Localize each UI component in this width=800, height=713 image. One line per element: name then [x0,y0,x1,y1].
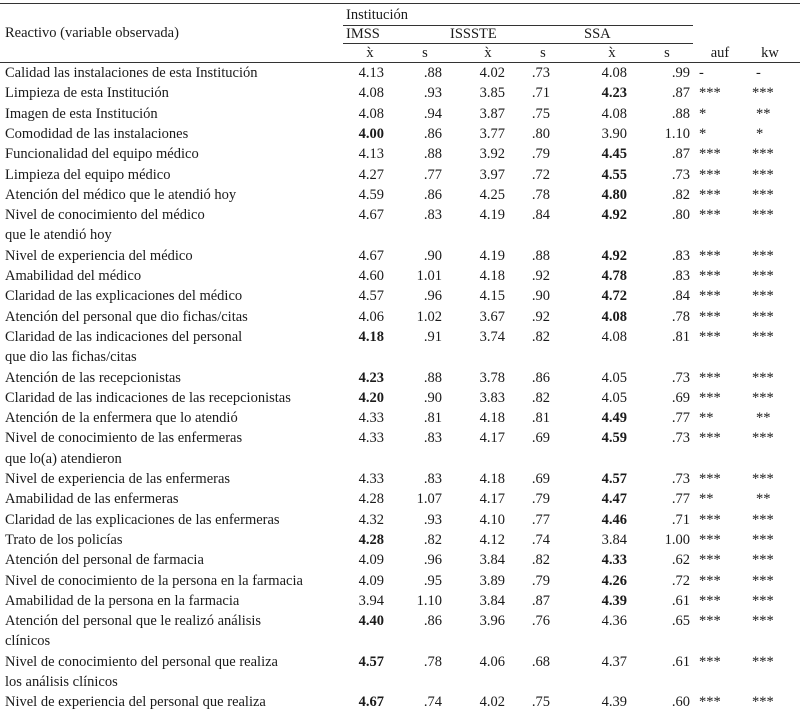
cell-ssa-m: 4.80 [601,186,627,203]
cell-issste-s: .78 [531,186,550,203]
cell-ssa-m: 3.90 [601,125,627,142]
cell-ssa-m: 4.92 [601,247,627,264]
cell-imss-m: 4.28 [358,531,384,548]
table-row [0,550,800,570]
cell-issste-s: .88 [531,247,550,264]
institution-group-header: Institución [346,7,409,23]
cell-ssa-m: 4.49 [601,410,627,427]
cell-imss-m: 4.57 [358,288,384,305]
row-label: Amabilidad de la persona en la farmacia [5,592,240,609]
cell-ssa-m: 4.78 [601,268,627,284]
cell-imss-m: 4.20 [358,389,384,406]
cell-imss-m: 4.00 [358,125,384,142]
cell-auf: *** [699,471,721,487]
row-label: Nivel de conocimiento del médico [5,207,205,224]
cell-ssa-m: 4.08 [601,308,627,325]
row-label: Claridad de las explicaciones del médico [5,288,243,305]
cell-kw: *** [752,572,774,589]
cell-imss-s: .74 [423,694,442,711]
cell-imss-s: 1.10 [416,592,442,609]
table-row [0,469,800,489]
cell-ssa-m: 4.45 [601,146,627,163]
cell-issste-s: .69 [531,430,550,447]
row-label: Atención de la enfermera que lo atendió [5,410,238,427]
table-row-continuation [0,347,800,367]
row-label: Trato de los policías [5,531,123,548]
cell-issste-m: 3.74 [479,328,505,345]
header-issste-mean: x̀ [484,45,492,61]
cell-imss-m: 4.33 [358,471,384,487]
cell-imss-m: 4.67 [358,694,384,711]
header-imss-mean: x̀ [366,45,374,61]
cell-ssa-m: 4.72 [601,288,627,305]
cell-issste-m: 3.96 [479,613,505,630]
cell-kw: *** [752,430,774,447]
cell-issste-m: 4.06 [479,653,505,670]
table-row [0,124,800,144]
row-label: Claridad de las explicaciones de las enfermeras [5,511,280,528]
cell-issste-s: .82 [531,389,550,406]
table-row [0,611,800,631]
cell-kw: *** [752,694,774,711]
cell-imss-m: 4.08 [358,85,384,102]
cell-kw: ** [756,491,771,508]
row-label-continuation: que dio las fichas/citas [5,349,137,366]
cell-ssa-s: .84 [671,288,690,305]
cell-imss-s: .96 [423,552,442,569]
table-row-continuation [0,631,800,651]
institution-rule [343,43,693,44]
cell-kw: *** [752,471,774,487]
cell-issste-m: 4.15 [479,288,505,305]
cell-imss-m: 4.23 [358,369,384,386]
cell-auf: * [699,105,707,122]
cell-kw: *** [752,247,774,264]
row-label: Atención del médico que le atendió hoy [5,186,237,203]
row-label: Imagen de esta Institución [5,105,158,122]
cell-imss-s: .95 [423,572,442,589]
cell-imss-m: 4.33 [358,410,384,427]
cell-ssa-s: .99 [671,65,690,81]
cell-auf: ** [699,410,714,427]
cell-kw: *** [752,369,774,386]
cell-issste-m: 4.17 [479,430,505,447]
top-rule [0,3,800,4]
row-label: Atención del personal que le realizó análisis [5,613,262,630]
table-row [0,388,800,408]
cell-imss-s: .83 [423,430,442,447]
cell-kw: - [756,65,761,81]
cell-kw: *** [752,592,774,609]
row-label: Claridad de las indicaciones del personal [5,328,243,345]
cell-kw: *** [752,328,774,345]
cell-ssa-s: .61 [671,592,690,609]
cell-issste-s: .92 [531,308,550,325]
cell-imss-s: 1.07 [416,491,442,508]
cell-imss-s: 1.02 [416,308,442,325]
cell-imss-m: 4.13 [358,146,384,163]
header-issste: ISSSTE [450,26,497,42]
cell-imss-s: .93 [423,511,442,528]
cell-imss-m: 4.40 [358,613,384,630]
cell-issste-m: 4.18 [479,268,505,284]
cell-ssa-m: 4.37 [601,653,627,670]
cell-issste-s: .68 [531,653,550,670]
table-row [0,144,800,164]
cell-ssa-s: .69 [671,389,690,406]
cell-issste-s: .72 [531,166,550,183]
header-auf: auf [710,45,730,61]
cell-auf: *** [699,268,721,284]
cell-imss-s: .86 [423,186,442,203]
cell-ssa-m: 4.08 [601,105,627,122]
cell-ssa-m: 4.36 [601,613,627,630]
cell-ssa-s: .82 [671,186,690,203]
cell-ssa-s: .80 [671,207,690,224]
cell-imss-m: 4.18 [358,328,384,345]
table-row [0,286,800,306]
cell-issste-m: 3.78 [479,369,505,386]
cell-ssa-s: .72 [671,572,690,589]
table-row [0,408,800,428]
cell-imss-s: .93 [423,85,442,102]
cell-kw: *** [752,511,774,528]
row-label: Amabilidad del médico [5,268,142,284]
cell-imss-m: 4.08 [358,105,384,122]
cell-auf: *** [699,146,721,163]
cell-imss-s: .77 [423,166,442,183]
cell-imss-s: .83 [423,207,442,224]
cell-issste-m: 4.10 [479,511,505,528]
cell-issste-m: 3.84 [479,552,505,569]
cell-issste-s: .90 [531,288,550,305]
row-label: Nivel de experiencia del personal que realiza [5,694,266,711]
group-rule [343,25,693,26]
cell-auf: *** [699,186,721,203]
cell-ssa-s: .88 [671,105,690,122]
cell-kw: ** [756,410,771,427]
cell-ssa-s: .73 [671,430,690,447]
cell-auf: *** [699,85,721,102]
cell-auf: ** [699,491,714,508]
header-imss-sd: s [422,45,428,61]
cell-ssa-m: 4.23 [601,85,627,102]
cell-issste-m: 3.83 [479,389,505,406]
cell-issste-m: 3.89 [479,572,505,589]
cell-kw: * [756,125,764,142]
cell-imss-s: .81 [423,410,442,427]
cell-issste-m: 3.97 [479,166,505,183]
cell-issste-m: 4.25 [479,186,505,203]
cell-imss-m: 3.94 [358,592,384,609]
cell-issste-s: .79 [531,572,550,589]
cell-kw: *** [752,268,774,284]
cell-kw: *** [752,613,774,630]
cell-issste-m: 3.77 [479,125,505,142]
cell-ssa-s: 1.10 [664,125,690,142]
cell-imss-m: 4.09 [358,552,384,569]
cell-ssa-s: .73 [671,471,690,487]
table-row [0,428,800,448]
cell-issste-s: .80 [531,125,550,142]
cell-ssa-m: 4.55 [601,166,627,183]
cell-imss-s: .86 [423,613,442,630]
cell-issste-s: .76 [531,613,550,630]
cell-issste-m: 3.84 [479,592,505,609]
cell-issste-s: .79 [531,146,550,163]
cell-ssa-m: 4.57 [601,471,627,487]
cell-issste-m: 4.17 [479,491,505,508]
cell-imss-s: .88 [423,146,442,163]
cell-imss-s: .91 [423,328,442,345]
cell-auf: *** [699,207,721,224]
cell-issste-s: .79 [531,491,550,508]
cell-imss-s: .82 [423,531,442,548]
table-row-continuation [0,225,800,245]
cell-issste-m: 4.02 [479,65,505,81]
cell-kw: *** [752,146,774,163]
cell-issste-s: .81 [531,410,550,427]
row-label: Atención del personal que dio fichas/citas [5,308,248,325]
row-label: Limpieza de esta Institución [5,85,169,102]
table-row [0,205,800,225]
row-label: Nivel de experiencia del médico [5,247,193,264]
cell-imss-m: 4.67 [358,247,384,264]
header-imss: IMSS [346,26,380,42]
table-row [0,652,800,672]
cell-auf: *** [699,552,721,569]
cell-imss-m: 4.13 [358,65,384,81]
cell-imss-s: .83 [423,471,442,487]
cell-imss-m: 4.33 [358,430,384,447]
table-row [0,489,800,509]
header-issste-sd: s [540,45,546,61]
cell-imss-m: 4.32 [358,511,384,528]
cell-imss-m: 4.28 [358,491,384,508]
cell-issste-s: .77 [531,511,550,528]
row-label-continuation: que lo(a) atendieron [5,450,122,467]
row-label: Nivel de conocimiento del personal que realiza [5,653,278,670]
row-label: Nivel de conocimiento de la persona en la farmacia [5,572,303,589]
cell-ssa-s: .77 [671,410,690,427]
cell-issste-m: 4.12 [479,531,505,548]
cell-issste-s: .92 [531,268,550,284]
cell-kw: *** [752,389,774,406]
cell-ssa-s: .71 [671,511,690,528]
cell-imss-s: .94 [423,105,442,122]
cell-ssa-m: 4.39 [601,694,627,711]
cell-ssa-s: .83 [671,268,690,284]
row-label: Atención de las recepcionistas [5,369,181,386]
item-column-header: Reactivo (variable observada) [5,25,179,41]
cell-kw: *** [752,552,774,569]
row-label: Nivel de experiencia de las enfermeras [5,471,231,487]
table-row [0,246,800,266]
row-label: Funcionalidad del equipo médico [5,146,199,163]
cell-kw: *** [752,288,774,305]
cell-auf: *** [699,308,721,325]
cell-kw: *** [752,653,774,670]
table-row [0,83,800,103]
cell-kw: *** [752,207,774,224]
table-row [0,571,800,591]
cell-ssa-s: .65 [671,613,690,630]
cell-ssa-s: .73 [671,166,690,183]
cell-issste-s: .69 [531,471,550,487]
cell-imss-m: 4.67 [358,207,384,224]
cell-kw: *** [752,166,774,183]
cell-issste-m: 4.02 [479,694,505,711]
cell-issste-s: .84 [531,207,550,224]
row-label: Nivel de conocimiento de las enfermeras [5,430,243,447]
cell-issste-s: .82 [531,552,550,569]
row-label: Calidad las instalaciones de esta Institución [5,65,258,81]
row-label: Amabilidad de las enfermeras [5,491,179,508]
cell-ssa-s: .78 [671,308,690,325]
cell-issste-m: 4.19 [479,207,505,224]
cell-ssa-s: .77 [671,491,690,508]
cell-auf: *** [699,531,721,548]
cell-auf: *** [699,247,721,264]
cell-auf: * [699,125,707,142]
table-row [0,530,800,550]
table-row [0,185,800,205]
cell-ssa-m: 4.46 [601,511,627,528]
cell-ssa-s: .87 [671,85,690,102]
cell-ssa-m: 4.92 [601,207,627,224]
cell-issste-s: .73 [531,65,550,81]
cell-ssa-m: 4.59 [601,430,627,447]
cell-imss-s: .90 [423,247,442,264]
cell-auf: *** [699,389,721,406]
cell-ssa-s: .83 [671,247,690,264]
cell-ssa-s: .62 [671,552,690,569]
cell-ssa-s: .61 [671,653,690,670]
table-row [0,165,800,185]
row-label: Limpieza del equipo médico [5,166,171,183]
header-ssa-sd: s [664,45,670,61]
table-row [0,591,800,611]
cell-imss-m: 4.57 [358,653,384,670]
table-row [0,266,800,286]
cell-issste-s: .82 [531,328,550,345]
cell-kw: ** [756,105,771,122]
table-row-continuation [0,449,800,469]
cell-issste-m: 3.87 [479,105,505,122]
cell-auf: *** [699,572,721,589]
cell-imss-s: .86 [423,125,442,142]
cell-kw: *** [752,531,774,548]
cell-issste-s: .75 [531,105,550,122]
cell-issste-m: 4.18 [479,410,505,427]
cell-kw: *** [752,308,774,325]
cell-ssa-m: 4.47 [601,491,627,508]
cell-auf: *** [699,430,721,447]
cell-ssa-m: 4.33 [601,552,627,569]
cell-auf: - [699,65,704,81]
table-row [0,104,800,124]
cell-kw: *** [752,85,774,102]
row-label-continuation: los análisis clínicos [5,674,118,690]
table-row [0,510,800,530]
cell-issste-m: 3.85 [479,85,505,102]
cell-auf: *** [699,511,721,528]
row-label-continuation: clínicos [5,633,51,650]
cell-auf: *** [699,369,721,386]
cell-imss-m: 4.06 [358,308,384,325]
cell-auf: *** [699,166,721,183]
cell-ssa-m: 4.08 [601,328,627,345]
header-ssa-mean: x̀ [608,45,616,61]
header-kw: kw [761,45,779,61]
cell-ssa-s: .87 [671,146,690,163]
cell-auf: *** [699,653,721,670]
cell-auf: *** [699,592,721,609]
cell-imss-s: .90 [423,389,442,406]
table-row [0,368,800,388]
cell-ssa-s: 1.00 [664,531,690,548]
row-label: Atención del personal de farmacia [5,552,204,569]
cell-ssa-m: 4.05 [601,369,627,386]
cell-issste-s: .71 [531,85,550,102]
cell-auf: *** [699,328,721,345]
cell-auf: *** [699,288,721,305]
cell-imss-m: 4.60 [358,268,384,284]
cell-issste-m: 4.19 [479,247,505,264]
cell-ssa-m: 4.05 [601,389,627,406]
cell-ssa-s: .73 [671,369,690,386]
header-ssa: SSA [584,26,611,42]
cell-issste-m: 3.67 [479,308,505,325]
cell-imss-m: 4.59 [358,186,384,203]
row-label: Claridad de las indicaciones de las recepcionistas [5,389,291,406]
cell-imss-s: 1.01 [416,268,442,284]
table-row-continuation [0,672,800,692]
table-row [0,692,800,712]
cell-issste-s: .86 [531,369,550,386]
cell-issste-s: .74 [531,531,550,548]
table-row [0,327,800,347]
cell-ssa-s: .60 [671,694,690,711]
cell-imss-s: .96 [423,288,442,305]
cell-imss-m: 4.27 [358,166,384,183]
cell-imss-m: 4.09 [358,572,384,589]
row-label-continuation: que le atendió hoy [5,227,112,244]
cell-issste-m: 3.92 [479,146,505,163]
cell-auf: *** [699,613,721,630]
table-row [0,63,800,83]
cell-ssa-s: .81 [671,328,690,345]
cell-auf: *** [699,694,721,711]
cell-ssa-m: 3.84 [601,531,627,548]
cell-issste-m: 4.18 [479,471,505,487]
cell-issste-s: .87 [531,592,550,609]
cell-ssa-m: 4.08 [601,65,627,81]
cell-kw: *** [752,186,774,203]
row-label: Comodidad de las instalaciones [5,125,189,142]
cell-imss-s: .78 [423,653,442,670]
cell-issste-s: .75 [531,694,550,711]
cell-ssa-m: 4.26 [601,572,627,589]
cell-ssa-m: 4.39 [601,592,627,609]
cell-imss-s: .88 [423,65,442,81]
cell-imss-s: .88 [423,369,442,386]
table-row [0,307,800,327]
